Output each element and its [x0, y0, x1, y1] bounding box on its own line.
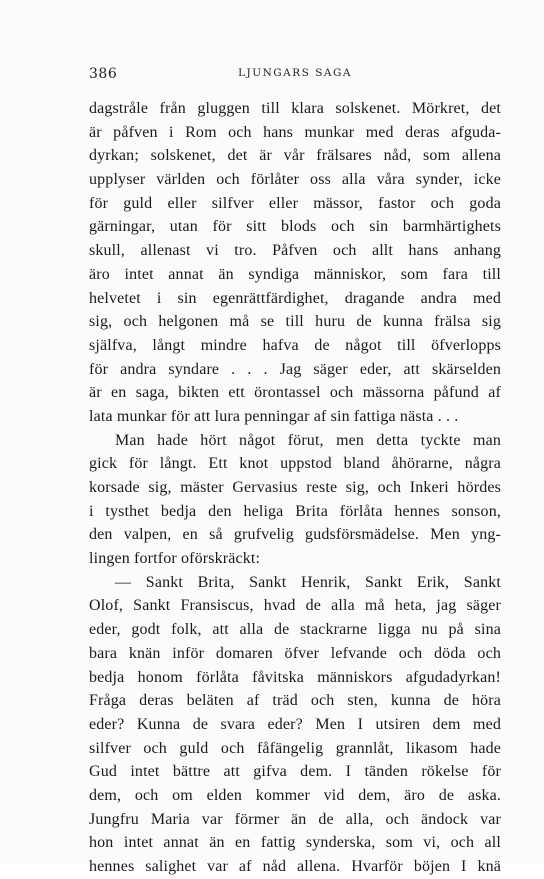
text-line: gärningar, utan för sitt blods och sin barmhärtighets — [89, 218, 501, 236]
text-line: helvetet i sin egenrättfärdighet, dragande andra med — [89, 289, 501, 307]
text-line: bedja honom förlåta fåvitska människors afgudadyrkan! — [89, 668, 501, 686]
text-line: Gud intet bättre att gifva dem. I tänden rökelse för — [89, 763, 501, 781]
text-line: hon intet annat än en fattig synderska, som vi, och all — [89, 834, 501, 852]
text-line: Fråga deras beläten af träd och sten, kunna de höra — [89, 692, 501, 710]
text-line: upplyser världen och förlåter oss alla våra synder, icke — [89, 171, 501, 189]
text-line: — Sankt Brita, Sankt Henrik, Sankt Erik, Sankt — [115, 573, 501, 591]
body-text — [89, 97, 501, 879]
page-number: 386 — [89, 66, 118, 82]
text-line: bara knän inför domaren öfver lefvande och döda och — [89, 644, 501, 662]
text-line: skull, allenast vi tro. Påfven och allt hans anhang — [89, 242, 501, 260]
page-header — [89, 66, 501, 86]
text-line: är påfven i Rom och hans munkar med deras afguda- — [89, 123, 501, 141]
text-line: den valpen, en så grufvelig gudsförsmädelse. Men yng- — [89, 526, 501, 544]
text-line: är en saga, bikten ett örontassel och mässorna påfund af — [89, 384, 501, 402]
text-line: Man hade hört något förut, men detta tyckte man — [115, 431, 501, 449]
text-line: korsade sig, mäster Gervasius reste sig, och Inkeri hördes — [89, 479, 501, 496]
text-line: själfva, långt mindre hafva de något till öfverlopps — [89, 336, 501, 354]
running-head: LJUNGARS SAGA — [238, 67, 352, 79]
text-line: gick för långt. Ett knot uppstod bland åhörarne, några — [89, 455, 501, 473]
text-line: dyrkan; solskenet, det är vår frälsares nåd, som allena — [89, 147, 501, 165]
text-line: dem, och om elden kommer vid dem, äro de aska. — [89, 786, 501, 804]
text-line: sig, och helgonen må se till huru de kunna frälsa sig — [89, 313, 501, 331]
text-line: äro intet annat än syndiga människor, som fara till — [89, 265, 501, 283]
text-line: silfver och guld och fåfängelig grannlåt, likasom hade — [89, 739, 501, 757]
text-line: eder? Kunna de svara eder? Men I utsiren dem med — [89, 715, 501, 733]
text-line: Jungfru Maria var förmer än de alla, och ändock var — [89, 810, 501, 828]
text-line: för andra syndare . . . Jag säger eder, att skärselden — [89, 360, 501, 378]
text-line: hennes salighet var af nåd allena. Hvarför böjen I knä — [89, 858, 501, 875]
text-line: lingen fortfor oförskräckt: — [89, 550, 261, 568]
text-line: i tysthet bedja den heliga Brita förlåta hennes sonson, — [89, 502, 501, 520]
text-line: Olof, Sankt Fransiscus, hvad de alla må heta, jag säger — [89, 597, 501, 615]
text-line: dagstråle från gluggen till klara solskenet. Mörkret, det — [89, 100, 501, 117]
text-line: eder, godt folk, att alla de stackrarne ligga nu på sina — [89, 621, 501, 639]
text-line: för guld eller silfver eller mässor, fastor och goda — [89, 194, 501, 212]
text-line: lata munkar för att lura penningar af sin fattiga nästa . . . — [89, 407, 459, 425]
